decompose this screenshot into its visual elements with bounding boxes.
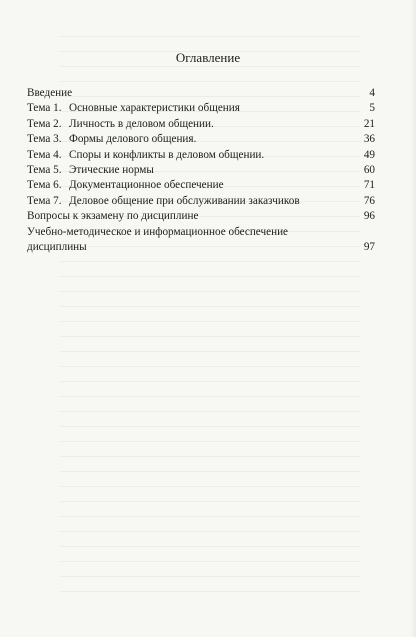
toc-entry-intro[interactable] [27,86,375,101]
toc-entry-title-line-1: Учебно-методическое и информационное обеспечение [27,225,289,238]
toc-entry-title-line-2: дисциплины [27,241,87,254]
page-edge-shadow [410,0,416,637]
toc-entry-title: Деловое общение при обслуживании заказчиков [69,194,300,207]
toc-entry-topic-7[interactable] [27,194,375,209]
toc-entry-title: Споры и конфликты в деловом общении. [69,148,265,161]
toc-entry-topic-2[interactable] [27,117,375,132]
toc-entry-topic-6[interactable] [27,178,375,193]
toc-entry-number: Тема 2. [27,117,62,130]
toc-entry-number: Тема 7. [27,194,62,207]
toc-entry-page: 49 [363,148,375,161]
toc-entry-page: 97 [363,241,375,254]
toc-entry-number: Тема 3. [27,133,62,146]
toc-entry-topic-4[interactable] [27,148,375,163]
toc-entry-methodical-support[interactable] [27,225,375,256]
toc-entry-number: Тема 4. [27,148,62,161]
toc-entry-topic-3[interactable] [27,132,375,147]
toc-entry-title: Этические нормы [69,164,154,177]
toc-entry-title: Введение [27,87,73,99]
toc-entry-page: 60 [363,164,375,177]
toc-entry-number: Тема 6. [27,179,62,192]
toc-entry-page: 5 [369,102,375,115]
toc-entry-topic-5[interactable] [27,163,375,178]
toc-entry-title: Документационное обеспечение [69,179,224,192]
toc-entry-title: Формы делового общения. [69,133,197,146]
table-of-contents [27,86,375,255]
toc-entry-title: Личность в деловом общении. [69,117,214,130]
toc-entry-topic-1[interactable] [27,101,375,116]
toc-entry-number: Тема 5. [27,164,62,177]
toc-entry-page: 4 [369,87,375,99]
toc-entry-title: Вопросы к экзамену по дисциплине [27,210,199,223]
toc-heading: Оглавление [175,50,241,65]
toc-entry-number: Тема 1. [27,102,62,115]
toc-entry-page: 96 [363,210,375,223]
toc-entry-page: 36 [363,133,375,146]
toc-entry-page: 71 [363,179,375,192]
toc-entry-page: 76 [363,194,375,207]
toc-entry-title: Основные характеристики общения [69,102,240,115]
toc-entry-page: 21 [363,117,375,130]
toc-entry-exam-questions[interactable] [27,209,375,224]
